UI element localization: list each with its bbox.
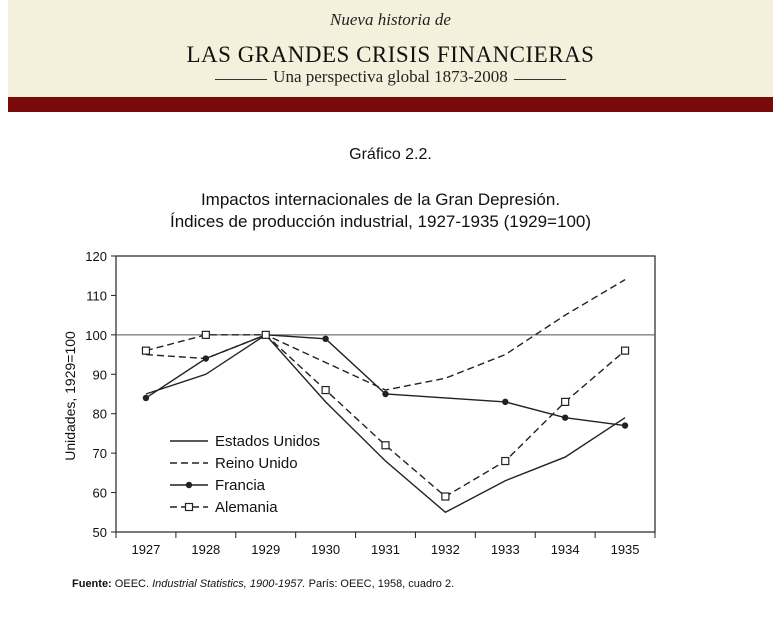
chart-title-line-1: Impactos internacionales de la Gran Depresión. [200, 190, 561, 209]
data-point-francia [622, 422, 628, 428]
series-line-alemania [146, 335, 625, 497]
header-top-line: Nueva historia de [330, 10, 451, 29]
source-text-before: OEEC. [114, 578, 150, 590]
data-point-francia [562, 414, 568, 420]
data-point-francia [143, 395, 149, 401]
y-tick-label: 70 [92, 446, 107, 462]
data-point-alemania [502, 458, 509, 465]
data-point-alemania [322, 387, 329, 394]
figure-label: Gráfico 2.2. [349, 146, 432, 163]
y-tick-label: 50 [92, 525, 107, 540]
chart-title-line-2: Índices de producción industrial, 1927-1935 (1929=100) [169, 212, 592, 231]
header-title: LAS GRANDES CRISIS FINANCIERAS [186, 42, 595, 67]
legend-marker [186, 482, 192, 488]
data-point-alemania [262, 331, 269, 338]
y-tick-label: 60 [92, 485, 107, 501]
legend-label: Reino Unido [215, 455, 298, 472]
series-line-francia [146, 335, 625, 426]
y-tick-label: 110 [86, 288, 107, 304]
x-tick-label: 1928 [191, 542, 221, 557]
data-point-alemania [202, 331, 209, 338]
header-tagline-text: Una perspectiva global 1873-2008 [273, 67, 508, 86]
data-point-francia [502, 399, 508, 405]
y-tick-label: 90 [92, 367, 107, 383]
source-label: Fuente: [72, 578, 112, 590]
data-point-francia [203, 355, 209, 361]
y-axis-label: Unidades, 1929=100 [62, 331, 78, 461]
x-tick-label: 1933 [490, 542, 520, 557]
source-note [72, 578, 454, 590]
x-tick-label: 1930 [311, 542, 341, 557]
x-tick-label: 1931 [371, 542, 400, 557]
x-tick-label: 1935 [610, 542, 640, 557]
x-tick-label: 1934 [550, 542, 580, 557]
legend-marker [186, 504, 193, 511]
x-tick-label: 1929 [251, 542, 281, 557]
x-tick-label: 1932 [430, 542, 460, 557]
legend-label: Francia [215, 477, 266, 494]
y-tick-label: 120 [85, 249, 107, 264]
data-point-alemania [142, 347, 149, 354]
data-point-francia [322, 336, 328, 342]
source-italic: Industrial Statistics, 1900-1957. [152, 578, 306, 590]
y-tick-label: 80 [92, 406, 107, 422]
data-point-alemania [382, 442, 389, 449]
data-point-alemania [562, 398, 569, 405]
y-tick-label: 100 [85, 327, 107, 343]
legend-label: Estados Unidos [215, 433, 321, 450]
x-tick-label: 1927 [131, 542, 161, 557]
data-point-francia [382, 391, 388, 397]
legend-label: Alemania [215, 499, 278, 516]
data-point-alemania [622, 347, 629, 354]
data-point-alemania [442, 493, 449, 500]
source-text-after: París: OEEC, 1958, cuadro 2. [308, 578, 455, 590]
